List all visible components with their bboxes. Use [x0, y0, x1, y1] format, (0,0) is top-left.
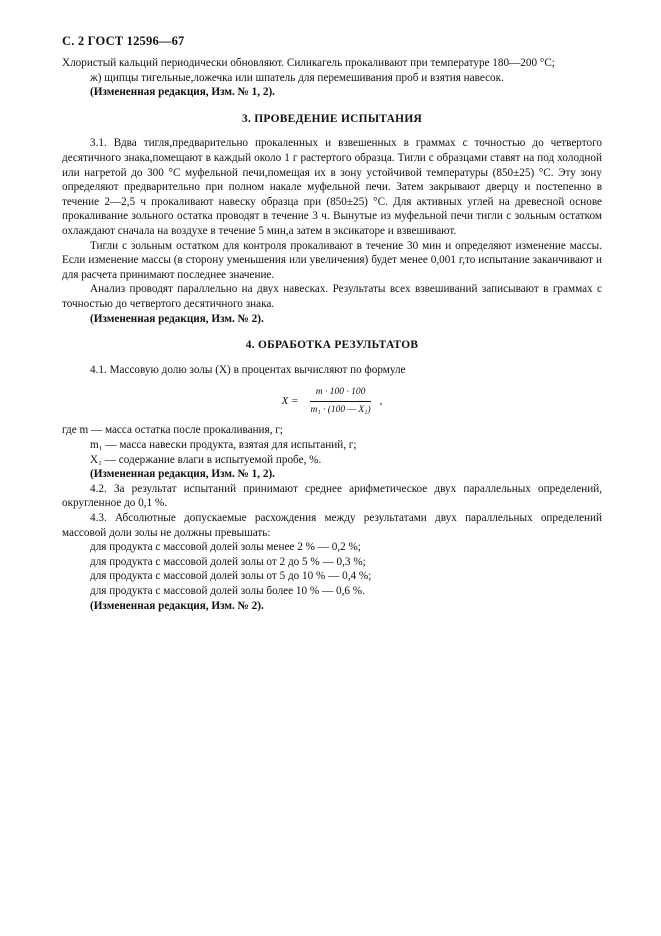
intro-item-zh: ж) щипцы тигельные,ложечка или шпатель для перемешивания проб и взятия навесок.	[90, 71, 504, 84]
intro-paragraph: Хлористый кальций периодически обновляют. Силикагель прокаливают при температуре 180—200 °С;	[62, 57, 555, 69]
limit-item: для продукта с массовой долей золы менее 2 % — 0,2 %;	[90, 541, 361, 554]
section-4-1-paragraph: 4.1. Массовую долю золы (X) в процентах вычисляют по формуле	[90, 363, 406, 376]
definition-m1: m₁ — масса навески продукта, взятая для испытаний, г;	[90, 439, 357, 452]
limit-item: для продукта с массовой долей золы более 10 % — 0,6 %.	[90, 585, 365, 597]
ash-formula	[62, 385, 602, 417]
section-3-paragraph-2: Тигли с зольным остатком для контроля прокаливают в течение 30 мин и определяют изменение массы. Если изменение массы (в сторону уменьшения или увеличения) будет менее 0,001 г,то испытание заканчивают и для расчета принимают последнее значение.	[62, 239, 602, 281]
formula-definitions	[62, 423, 602, 467]
section-4-edit-note-2: (Измененная редакция, Изм. № 2).	[90, 599, 264, 612]
definition-x1: X₁ — содержание влаги в испытуемой пробе, %.	[90, 453, 322, 466]
intro-edit-note: (Измененная редакция, Изм. № 1, 2).	[90, 86, 275, 99]
section-4-edit-note-1: (Измененная редакция, Изм. № 1, 2).	[90, 468, 275, 481]
section-3-paragraph-3: Анализ проводят параллельно на двух навесках. Результаты всех взвешиваний записывают в граммах с точностью до четвертого десятичного знака.	[62, 283, 602, 310]
formula-denominator: m₁ · (100 — X₁)	[310, 404, 371, 415]
section-3-edit-note: (Измененная редакция, Изм. № 2).	[90, 312, 264, 325]
formula-numerator: m · 100 · 100	[310, 385, 372, 402]
page-header: С. 2 ГОСТ 12596—67	[62, 34, 185, 48]
limit-item: для продукта с массовой долей золы от 5 до 10 % — 0,4 %;	[90, 570, 372, 583]
formula-fraction	[304, 385, 376, 417]
section-3-title: 3. ПРОВЕДЕНИЕ ИСПЫТАНИЯ	[241, 112, 423, 125]
section-4-2-paragraph: 4.2. За результат испытаний принимают среднее арифметическое двух параллельных определений, округленное до 0,1 %.	[62, 482, 602, 510]
formula-tail: ,	[379, 395, 383, 408]
limit-list	[62, 540, 602, 598]
definition-m: где m — масса остатка после прокаливания, г;	[62, 424, 283, 437]
limit-item: для продукта с массовой долей золы от 2 до 5 % — 0,3 %;	[90, 555, 366, 568]
section-4-3-paragraph: 4.3. Абсолютные допускаемые расхождения между результатами двух параллельных определений массовой доли золы не должны превышать:	[62, 512, 602, 539]
section-4-title: 4. ОБРАБОТКА РЕЗУЛЬТАТОВ	[245, 339, 419, 352]
formula-lhs: X =	[281, 395, 299, 408]
section-3-paragraph-1: 3.1. Вдва тигля,предварительно прокаленных и взвешенных в граммах с точностью до четвертого десятичного знака,помещают в каждый около 1 г растертого образца. Тигли с образцами ставят на под холодной или нагретой до 300 °С муфельной печи,помещая их в зону устойчивой температуры (850±25) °С. Эту зону определяют предварительно при полном накале муфельной печи. Затем закрывают дверцу и постепенно в течение 2—2,5 ч прокаливают навеску образца при (850±25) °С. Для активных углей на древесной основе прокаливание зольного остатка проводят в течение 3 ч. Вынутые из муфельной печи тигли с зольным остатком охлаждают сначала на воздухе в течение 5 мин,а затем в эксикаторе и взвешивают.	[62, 137, 602, 237]
document-body	[62, 56, 602, 613]
